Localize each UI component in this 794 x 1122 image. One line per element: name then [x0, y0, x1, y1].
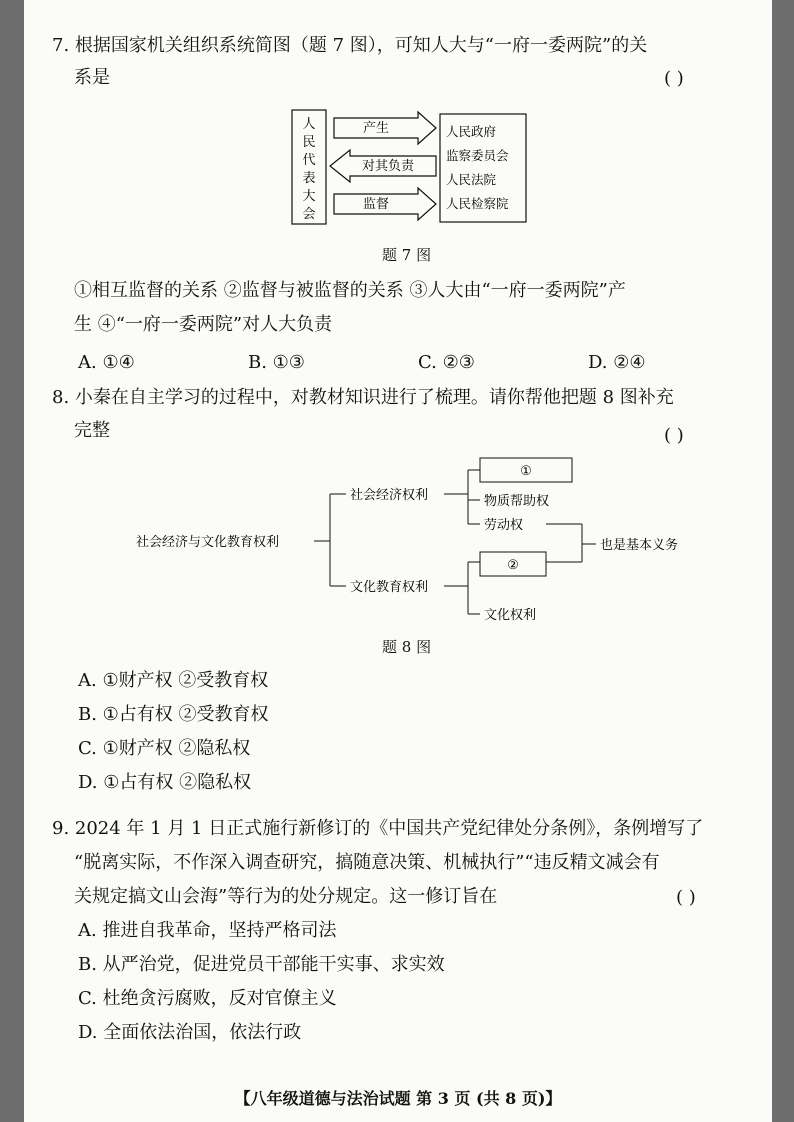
q9-stem-line1: 9. 2024 年 1 月 1 日正式施行新修订的《中国共产党纪律处分条例》，条例增写了	[52, 818, 704, 839]
q8-stem-line2: 完整	[74, 420, 110, 441]
q7-figure-caption: 题 7 图	[382, 246, 432, 264]
q7-answer-paren: ( )	[664, 68, 684, 89]
q9-option-c: C. 杜绝贪污腐败，反对官僚主义	[78, 988, 337, 1009]
q8-leaf-cultural: 文化权利	[484, 608, 537, 623]
q7-option-c: C. ②③	[418, 352, 475, 373]
q7-right-item: 人民法院	[446, 172, 497, 187]
q7-stem-line1: 7. 根据国家机关组织系统简图（题 7 图），可知人大与“一府一委两院”的关	[52, 35, 648, 56]
q7-left-char: 大	[302, 189, 316, 204]
q7-left-char: 会	[302, 207, 316, 222]
q8-branch-economic: 社会经济权利	[350, 488, 429, 503]
q9-option-d: D. 全面依法治国，依法行政	[78, 1022, 302, 1043]
q9-stem-line2: “脱离实际，不作深入调查研究，搞随意决策、机械执行”“违反精文减会有	[74, 852, 660, 873]
q8-branch-cultural: 文化教育权利	[350, 580, 429, 595]
q7-stem-line2: 系是	[74, 67, 110, 88]
q8-leaf-material-aid: 物质帮助权	[484, 494, 550, 509]
q7-right-item: 人民政府	[446, 124, 497, 139]
q7-left-char: 代	[302, 153, 316, 168]
q8-option-a: A. ①财产权 ②受教育权	[78, 670, 269, 691]
exam-page	[24, 0, 772, 1122]
q7-left-char: 表	[302, 171, 316, 186]
q8-blank-1: ①	[520, 464, 532, 479]
q7-right-item: 人民检察院	[446, 196, 509, 211]
q7-option-a: A. ①④	[78, 352, 135, 373]
q7-option-d: D. ②④	[588, 352, 646, 373]
q9-stem-line3: 关规定搞文山会海”等行为的处分规定。这一修订旨在	[74, 886, 498, 907]
q8-option-c: C. ①财产权 ②隐私权	[78, 738, 251, 759]
q7-arrow-label-mid: 对其负责	[361, 159, 415, 174]
q8-side-note: 也是基本义务	[600, 538, 679, 553]
q7-arrow-label-bottom: 监督	[362, 197, 390, 212]
q8-figure-caption: 题 8 图	[382, 638, 432, 656]
page-footer: 【八年级道德与法治试题 第 3 页 (共 8 页)】	[234, 1089, 562, 1108]
q7-option-b: B. ①③	[248, 352, 305, 373]
q7-right-item: 监察委员会	[446, 148, 509, 163]
q8-figure	[134, 452, 714, 632]
q8-leaf-labor: 劳动权	[484, 518, 524, 533]
q7-statements-line1: ①相互监督的关系 ②监督与被监督的关系 ③人大由“一府一委两院”产	[74, 280, 626, 301]
q7-statements-line2: 生 ④“一府一委两院”对人大负责	[74, 314, 333, 335]
q7-left-char: 民	[302, 135, 316, 150]
q8-option-b: B. ①占有权 ②受教育权	[78, 704, 269, 725]
q8-stem-line1: 8. 小秦在自主学习的过程中，对教材知识进行了梳理。请你帮他把题 8 图补充	[52, 387, 674, 408]
q9-option-b: B. 从严治党，促进党员干部能干实事、求实效	[78, 954, 445, 975]
q8-option-d: D. ①占有权 ②隐私权	[78, 772, 252, 793]
q7-arrow-label-top: 产生	[362, 121, 390, 136]
q8-root-label: 社会经济与文化教育权利	[136, 535, 280, 550]
q7-figure	[290, 108, 530, 228]
q8-answer-paren: ( )	[664, 425, 684, 446]
q9-answer-paren: ( )	[676, 887, 696, 908]
q7-left-char: 人	[302, 117, 316, 132]
q8-blank-2: ②	[507, 558, 519, 573]
q9-option-a: A. 推进自我革命，坚持严格司法	[78, 920, 337, 941]
